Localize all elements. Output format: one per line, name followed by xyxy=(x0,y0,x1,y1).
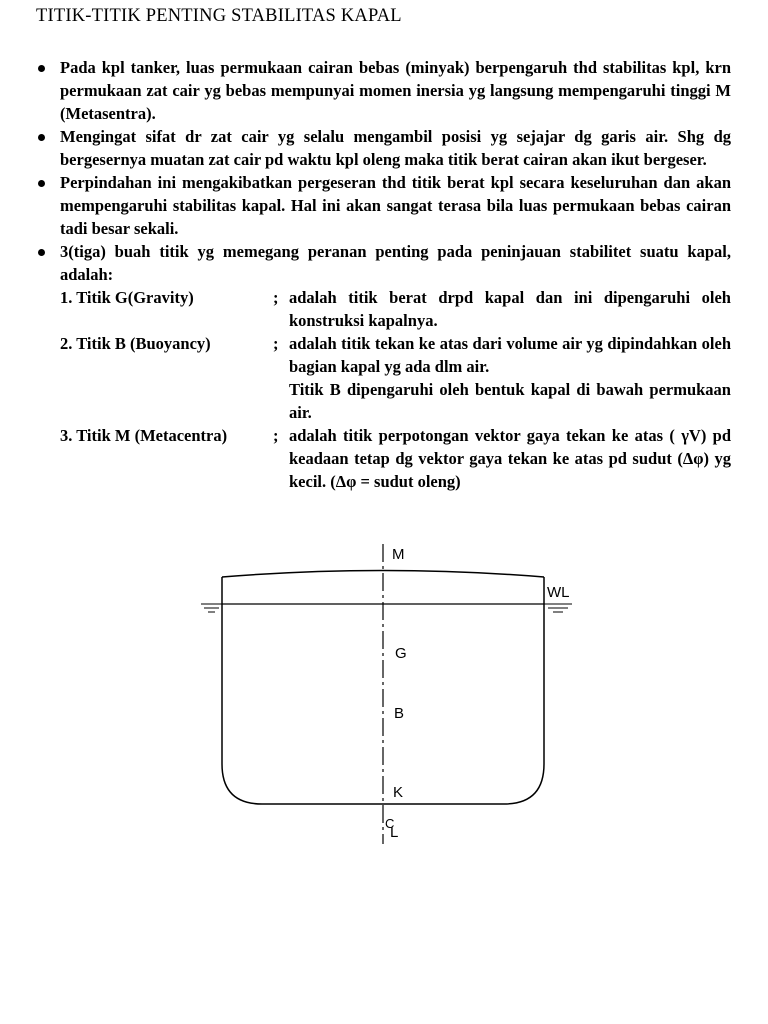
bullet-dot-icon xyxy=(38,249,45,256)
point-description xyxy=(289,424,731,493)
label-keel: K xyxy=(393,784,404,801)
point-description xyxy=(289,286,731,332)
document-title: TITIK-TITIK PENTING STABILITAS KAPAL xyxy=(36,6,402,26)
waterline-symbol-left xyxy=(201,604,222,612)
bullet-text: 3(tiga) buah titik yg memegang peranan penting pada peninjauan stabilitet suatu kapal, adalah: xyxy=(60,242,731,284)
point-description xyxy=(289,332,731,424)
point-description-text: adalah titik berat drpd kapal dan ini dipengaruhi oleh konstruksi kapalnya. xyxy=(289,288,731,330)
bullet-item xyxy=(36,171,731,240)
points-list xyxy=(60,286,731,493)
point-description-text: adalah titik tekan ke atas dari volume air yg dipindahkan oleh bagian kapal yg ada dlm air. xyxy=(289,334,731,376)
label-metacentra: M xyxy=(392,546,405,563)
label-centerline-l: L xyxy=(390,824,399,841)
point-description-text: Titik B dipengaruhi oleh bentuk kapal di bawah permukaan air. xyxy=(289,380,731,422)
waterline-symbol-right xyxy=(544,604,572,612)
ship-stability-diagram xyxy=(0,536,768,856)
bullet-item xyxy=(36,240,731,493)
point-metacentra xyxy=(60,424,731,493)
point-separator: ; xyxy=(273,334,279,353)
bullet-text: Mengingat sifat dr zat cair yg selalu mengambil posisi yg sejajar dg garis air. Shg dg bergesernya muatan zat cair pd waktu kpl oleng maka titik berat cairan akan ikut bergeser. xyxy=(60,127,731,169)
point-separator: ; xyxy=(273,288,279,307)
bullet-list xyxy=(36,56,731,493)
point-buoyancy xyxy=(60,332,731,424)
bullet-dot-icon xyxy=(38,134,45,141)
bullet-dot-icon xyxy=(38,180,45,187)
point-label: 1. Titik G(Gravity) xyxy=(60,288,194,307)
bullet-dot-icon xyxy=(38,65,45,72)
point-label: 3. Titik M (Metacentra) xyxy=(60,426,228,445)
point-description-text: adalah titik perpotongan vektor gaya tekan ke atas ( γV) pd keadaan tetap dg vektor gaya tekan ke atas pd sudut (Δφ) yg kecil. (Δφ = sudut oleng) xyxy=(289,426,731,491)
point-separator: ; xyxy=(273,426,279,445)
point-gravity xyxy=(60,286,731,332)
label-centerline-c: C xyxy=(385,816,395,831)
bullet-text: Pada kpl tanker, luas permukaan cairan bebas (minyak) berpengaruh thd stabilitas kpl, krn permukaan zat cair yg bebas mempunyai momen inersia yg langsung mempengaruhi tinggi M (Metasentra). xyxy=(60,58,731,123)
bullet-item xyxy=(36,56,731,125)
label-waterline: WL xyxy=(547,584,570,601)
point-label: 2. Titik B (Buoyancy) xyxy=(60,334,211,353)
label-buoyancy: B xyxy=(394,705,405,722)
bullet-text: Perpindahan ini mengakibatkan pergeseran thd titik berat kpl secara keseluruhan dan akan mempengaruhi stabilitas kapal. Hal ini akan sangat terasa bila luas permukaan bebas cairan tadi besar sekali. xyxy=(60,173,731,238)
bullet-item xyxy=(36,125,731,171)
label-gravity: G xyxy=(395,645,407,662)
